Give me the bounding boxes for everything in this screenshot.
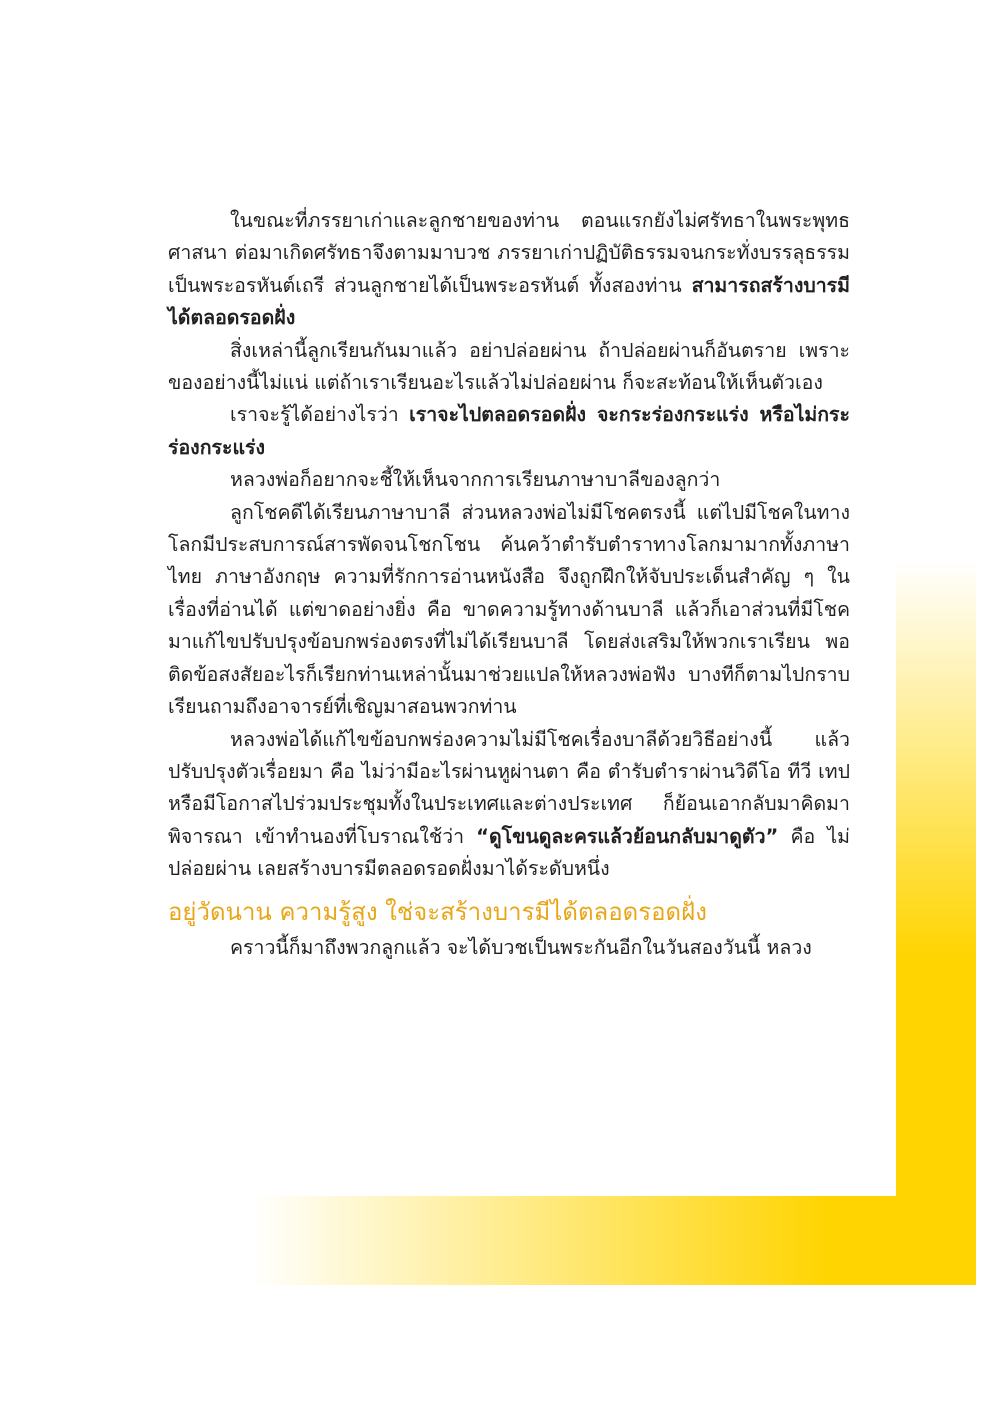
paragraph-1-emphasis: สามารถสร้างบารมีได้ตลอดรอดฝั่ง (168, 273, 850, 330)
paragraph-4: หลวงพ่อก็อยากจะชี้ให้เห็นจากการเรียนภาษาบาลีของลูกว่า (230, 468, 721, 492)
yellow-frame-right (896, 560, 976, 1285)
paragraph-6: หลวงพ่อได้แก้ไขข้อบกพร่องความไม่มีโชคเรื่องบาลีด้วยวิธีอย่างนี้ แล้วปรับปรุงตัวเรื่อยมา คือ ไม่ว่ามีอะไรผ่านหูผ่านตา คือ ตำรับตำราผ่านวิดีโอ ทีวี เทป หรือมีโอกาสไปร่วมประชุมทั้งในประเทศและต่างประเทศ ก็ย้อนเอากลับมาคิดมาพิจารณา เข้าทำนองที่โบราณใช้ว่า “ดูโขนดูละครแล้วย้อนกลับมาดูตัว” คือ ไม่ปล่อยผ่าน เลยสร้างบารมีตลอดรอดฝั่งมาได้ระดับหนึ่ง (168, 727, 850, 881)
paragraph-5: ลูกโชคดีได้เรียนภาษาบาลี ส่วนหลวงพ่อไม่มีโชคตรงนี้ แต่ไปมีโชคในทางโลกมีประสบการณ์สารพัดจนโชกโชน ค้นคว้าตำรับตำราทางโลกมามากทั้งภาษาไทย ภาษาอังกฤษ ความที่รักการอ่านหนังสือ จึงถูกฝึกให้จับประเด็นสำคัญ ๆ ในเรื่องที่อ่านได้ แต่ขาดอย่างยิ่ง คือ ขาดความรู้ทางด้านบาลี แล้วก็เอาส่วนที่มีโชคมาแก้ไขปรับปรุงข้อบกพร่องตรงที่ไม่ได้เรียนบาลี โดยส่งเสริมให้พวกเราเรียน พอติดข้อสงสัยอะไรก็เรียกท่านเหล่านั้นมาช่วยแปลให้หลวงพ่อฟัง บางทีก็ตามไปกราบเรียนถามถึงอาจารย์ที่เชิญมาสอนพวกท่าน (168, 500, 850, 719)
page-body (168, 205, 850, 964)
section-heading: อยู่วัดนาน ความรู้สูง ใช่จะสร้างบารมีได้ตลอดรอดฝั่ง (168, 897, 707, 926)
paragraph-3-emphasis: เราจะไปตลอดรอดฝั่ง จะกระร่องกระแร่ง หรือไม่กระร่องกระแร่ง (168, 403, 850, 459)
closing-paragraph: คราวนี้ก็มาถึงพวกลูกแล้ว จะได้บวชเป็นพระกันอีกในวันสองวันนี้ หลวง (230, 935, 812, 959)
paragraph-3: เราจะรู้ได้อย่างไรว่า เราจะไปตลอดรอดฝั่ง จะกระร่องกระแร่ง หรือไม่กระร่องกระแร่ง (168, 403, 850, 459)
paragraph-2: สิ่งเหล่านี้ลูกเรียนกันมาแล้ว อย่าปล่อยผ่าน ถ้าปล่อยผ่านก็อันตราย เพราะของอย่างนี้ไม่แน่ แต่ถ้าเราเรียนอะไรแล้วไม่ปล่อยผ่าน ก็จะสะท้อนให้เห็นตัวเอง (168, 338, 850, 395)
paragraph-6-emphasis: “ดูโขนดูละครแล้วย้อนกลับมาดูตัว” (476, 824, 779, 848)
paragraph-1: ในขณะที่ภรรยาเก่าและลูกชายของท่าน ตอนแรกยังไม่ศรัทธาในพระพุทธศาสนา ต่อมาเกิดศรัทธาจึงตามมาบวช ภรรยาเก่าปฏิบัติธรรมจนกระทั่งบรรลุธรรมเป็นพระอรหันต์เถรี ส่วนลูกชายได้เป็นพระอรหันต์ ทั้งสองท่าน สามารถสร้างบารมีได้ตลอดรอดฝั่ง (168, 209, 850, 330)
yellow-frame-bottom (250, 1196, 976, 1285)
